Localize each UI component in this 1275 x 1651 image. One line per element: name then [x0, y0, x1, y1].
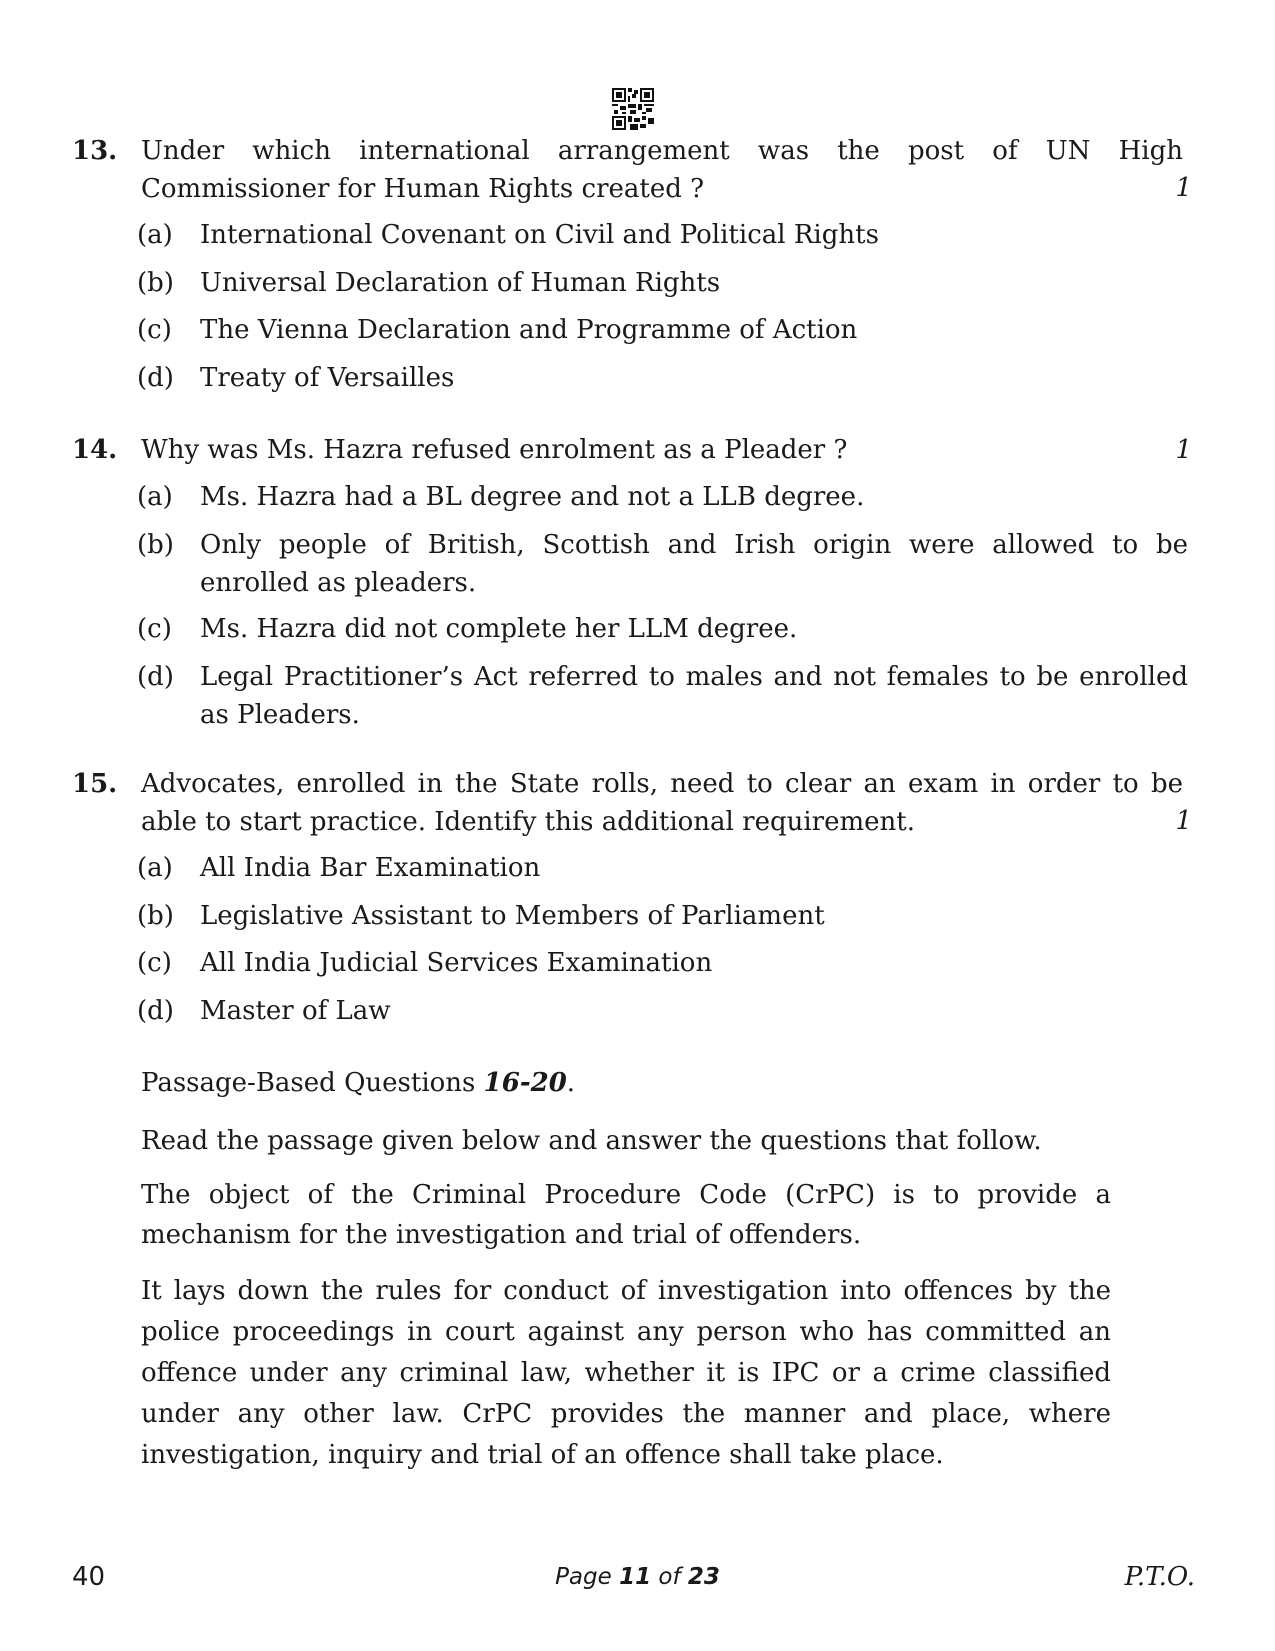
option-label: (a) [137, 220, 173, 250]
question-number: 14. [72, 435, 118, 465]
option-text: The Vienna Declaration and Programme of Action [200, 315, 858, 345]
page-prefix: Page [555, 1564, 620, 1590]
option-text: Legal Practitioner’s Act referred to males and not females to be enrolled as Pleaders. [200, 662, 1188, 730]
option-text: Master of Law [200, 996, 391, 1026]
option-label: (d) [137, 996, 174, 1026]
option-text: All India Judicial Services Examination [200, 948, 713, 978]
paper-code: 40 [72, 1562, 106, 1592]
question-marks: 1 [1175, 435, 1192, 465]
option-text: Ms. Hazra did not complete her LLM degree. [200, 614, 798, 644]
option-label: (b) [137, 901, 174, 931]
option-text: Treaty of Versailles [200, 363, 455, 393]
passage-paragraph-1: The object of the Criminal Procedure Code (CrPC) is to provide a mechanism for the investigation and trial of offenders. [141, 1180, 1111, 1250]
question-marks: 1 [1175, 806, 1192, 836]
option-label: (b) [137, 530, 174, 560]
passage-heading [141, 1062, 1111, 1104]
option-label: (a) [137, 853, 173, 883]
option-c [137, 610, 1188, 648]
option-text: International Covenant on Civil and Political Rights [200, 220, 879, 250]
pto-label: P.T.O. [1124, 1562, 1195, 1592]
option-b [137, 526, 1188, 602]
question-number: 13. [72, 136, 118, 166]
option-d [137, 359, 1188, 397]
option-c [137, 944, 1188, 982]
page-number [0, 1564, 1275, 1590]
question-text: Why was Ms. Hazra refused enrolment as a Pleader ? [141, 435, 848, 465]
passage-instruction: Read the passage given below and answer the questions that follow. [141, 1126, 1042, 1156]
option-a [137, 216, 1188, 254]
option-label: (c) [137, 315, 172, 345]
option-text: Legislative Assistant to Members of Parliament [200, 901, 825, 931]
option-b [137, 897, 1188, 935]
option-a [137, 849, 1188, 887]
page-total: 23 [687, 1564, 720, 1590]
option-text: Ms. Hazra had a BL degree and not a LLB degree. [200, 482, 865, 512]
qr-code-icon [612, 88, 654, 130]
passage-heading-suffix: . [566, 1068, 576, 1098]
question-marks: 1 [1175, 173, 1192, 203]
option-text: Universal Declaration of Human Rights [200, 268, 721, 298]
option-label: (b) [137, 268, 174, 298]
option-label: (c) [137, 614, 172, 644]
question-text: Advocates, enrolled in the State rolls, need to clear an exam in order to be able to start practice. Identify this additional requirement. [141, 769, 1183, 837]
option-b [137, 264, 1188, 302]
option-text: All India Bar Examination [200, 853, 541, 883]
option-label: (a) [137, 482, 173, 512]
passage-heading-prefix: Passage-Based Questions [141, 1068, 484, 1098]
page-current: 11 [619, 1564, 652, 1590]
option-c [137, 311, 1188, 349]
option-label: (d) [137, 662, 174, 692]
option-d [137, 992, 1188, 1030]
page-of: of [651, 1564, 688, 1590]
option-a [137, 478, 1188, 516]
question-text: Under which international arrangement was the post of UN High Commissioner for Human Rights created ? [141, 136, 1183, 204]
option-text: Only people of British, Scottish and Irish origin were allowed to be enrolled as pleaders. [200, 530, 1188, 598]
passage-paragraph-2: It lays down the rules for conduct of investigation into offences by the police proceedings in court against any person who has committed an offence under any criminal law, whether it is IPC or a crime classified under any other law. CrPC provides the manner and place, where investigation, inquiry and trial of an offence shall take place. [141, 1276, 1111, 1470]
question-number: 15. [72, 769, 118, 799]
option-label: (d) [137, 363, 174, 393]
option-d [137, 658, 1188, 734]
option-label: (c) [137, 948, 172, 978]
passage-heading-range: 16-20 [483, 1068, 567, 1098]
